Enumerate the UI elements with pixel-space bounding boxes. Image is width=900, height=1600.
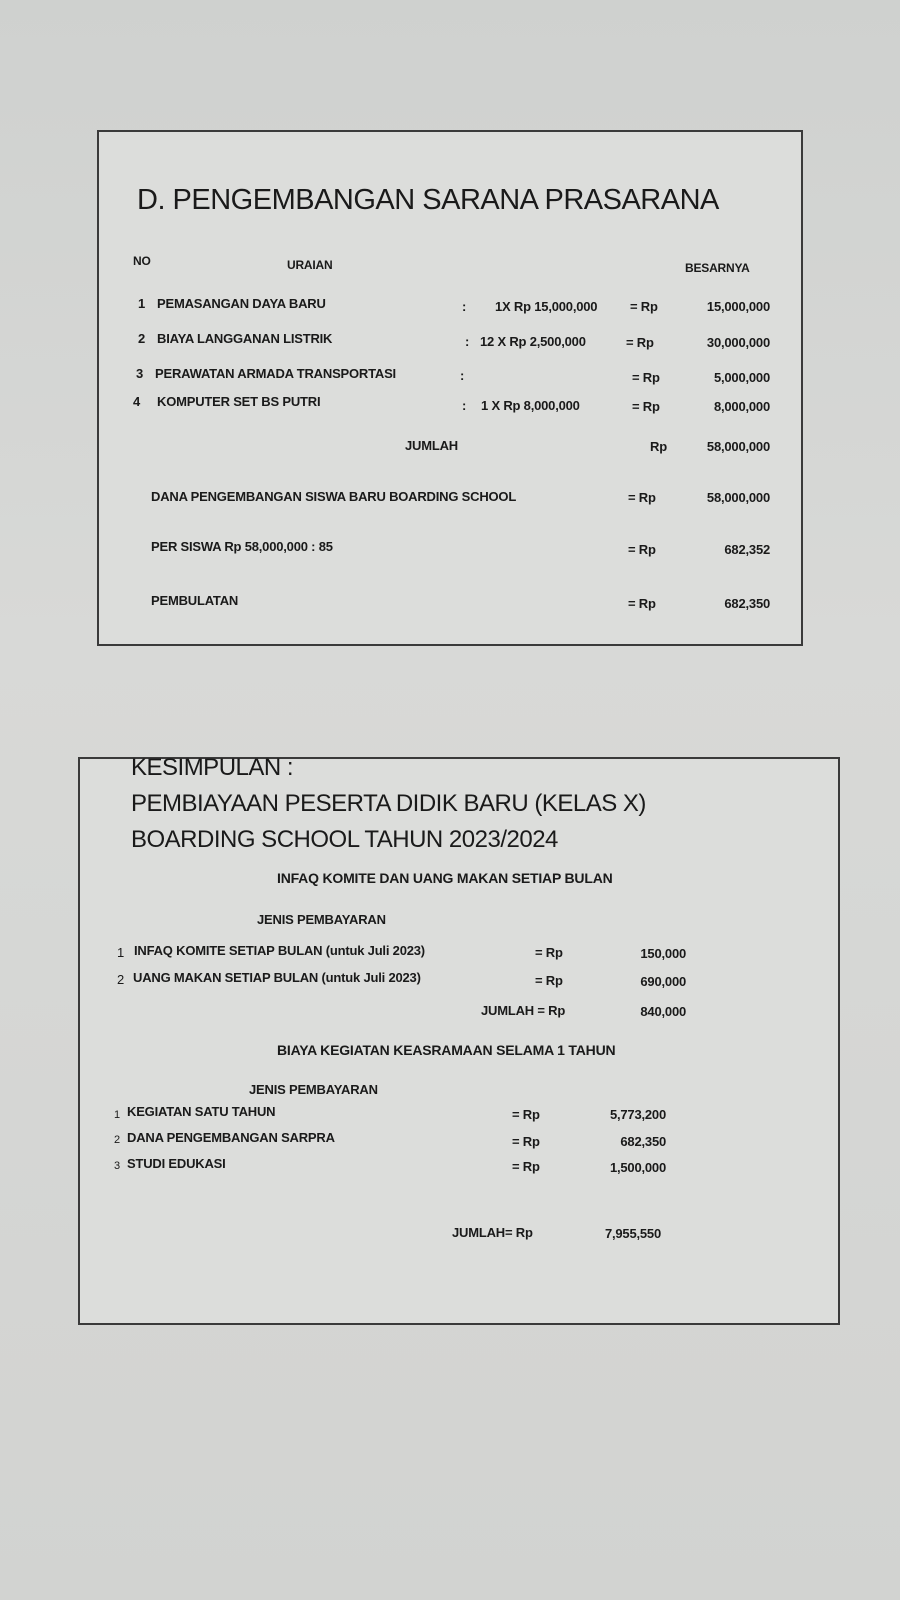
kesimpulan-subtitle-2: BOARDING SCHOOL TAHUN 2023/2024 <box>131 826 558 853</box>
item-label: UANG MAKAN SETIAP BULAN (untuk Juli 2023) <box>133 970 421 985</box>
row-eq: = Rp <box>632 370 660 385</box>
row-amount: 8,000,000 <box>713 399 770 414</box>
pembulatan-label: PEMBULATAN <box>151 593 239 608</box>
row-uraian: BIAYA LANGGANAN LISTRIK <box>157 331 333 346</box>
item-no: 1 <box>117 945 125 960</box>
yearly-total-amount: 7,955,550 <box>604 1226 661 1241</box>
item-no: 1 <box>114 1109 120 1121</box>
header-uraian: URAIAN <box>287 258 333 272</box>
row-eq: = Rp <box>626 335 654 350</box>
row-amount: 5,000,000 <box>713 370 770 385</box>
pembulatan-amount: 682,350 <box>724 596 770 611</box>
dana-amount: 58,000,000 <box>706 490 770 505</box>
kesimpulan-subtitle-1: PEMBIAYAAN PESERTA DIDIK BARU (KELAS X) <box>131 790 646 817</box>
jenis-pembayaran-label: JENIS PEMBAYARAN <box>249 1082 378 1097</box>
jenis-pembayaran-label: JENIS PEMBAYARAN <box>257 912 386 927</box>
row-uraian: KOMPUTER SET BS PUTRI <box>157 394 321 409</box>
header-no: NO <box>133 254 151 268</box>
row-no: 4 <box>133 394 141 409</box>
per-siswa-amount: 682,352 <box>724 542 770 557</box>
row-uraian: PERAWATAN ARMADA TRANSPORTASI <box>155 366 396 381</box>
monthly-total-label: JUMLAH = Rp <box>481 1003 566 1018</box>
row-eq: = Rp <box>632 399 660 414</box>
kesimpulan-title: KESIMPULAN : <box>131 754 294 781</box>
yearly-total-label: JUMLAH= Rp <box>452 1225 533 1240</box>
dana-label: DANA PENGEMBANGAN SISWA BARU BOARDING SCHOOL <box>151 489 517 504</box>
row-calc: 1 X Rp 8,000,000 <box>481 398 580 413</box>
item-label: STUDI EDUKASI <box>127 1156 226 1171</box>
row-no: 3 <box>136 366 144 381</box>
item-amount: 150,000 <box>640 946 686 961</box>
row-calc: 1X Rp 15,000,000 <box>495 299 598 314</box>
item-no: 2 <box>117 972 125 987</box>
yearly-heading: BIAYA KEGIATAN KEASRAMAAN SELAMA 1 TAHUN <box>277 1042 616 1058</box>
item-eq: = Rp <box>535 973 563 988</box>
row-no: 2 <box>138 331 146 346</box>
jumlah-amount: 58,000,000 <box>706 439 770 454</box>
item-label: KEGIATAN SATU TAHUN <box>127 1104 276 1119</box>
item-amount: 1,500,000 <box>609 1160 666 1175</box>
row-eq: = Rp <box>630 299 658 314</box>
header-besarnya: BESARNYA <box>685 261 750 275</box>
dana-eq: = Rp <box>628 490 656 505</box>
item-eq: = Rp <box>512 1107 540 1122</box>
item-amount: 690,000 <box>640 974 686 989</box>
row-amount: 15,000,000 <box>706 299 770 314</box>
item-eq: = Rp <box>535 945 563 960</box>
row-uraian: PEMASANGAN DAYA BARU <box>157 296 326 311</box>
row-no: 1 <box>138 296 146 311</box>
row-colon: : <box>465 334 470 349</box>
item-eq: = Rp <box>512 1159 540 1174</box>
item-amount: 682,350 <box>620 1134 666 1149</box>
row-amount: 30,000,000 <box>706 335 770 350</box>
row-colon: : <box>460 368 465 383</box>
item-no: 2 <box>114 1134 120 1146</box>
pembulatan-eq: = Rp <box>628 596 656 611</box>
item-no: 3 <box>114 1160 120 1172</box>
row-calc: 12 X Rp 2,500,000 <box>480 334 586 349</box>
monthly-total-amount: 840,000 <box>640 1004 686 1019</box>
row-colon: : <box>462 398 467 413</box>
jumlah-currency: Rp <box>650 439 667 454</box>
item-amount: 5,773,200 <box>609 1107 666 1122</box>
item-label: DANA PENGEMBANGAN SARPRA <box>127 1130 335 1145</box>
row-colon: : <box>462 299 467 314</box>
jumlah-label: JUMLAH <box>405 438 458 453</box>
item-label: INFAQ KOMITE SETIAP BULAN (untuk Juli 2023) <box>134 943 425 958</box>
monthly-heading: INFAQ KOMITE DAN UANG MAKAN SETIAP BULAN <box>277 870 613 886</box>
section-d-title: D. PENGEMBANGAN SARANA PRASARANA <box>137 184 719 216</box>
per-siswa-eq: = Rp <box>628 542 656 557</box>
item-eq: = Rp <box>512 1134 540 1149</box>
per-siswa-label: PER SISWA Rp 58,000,000 : 85 <box>151 539 333 554</box>
